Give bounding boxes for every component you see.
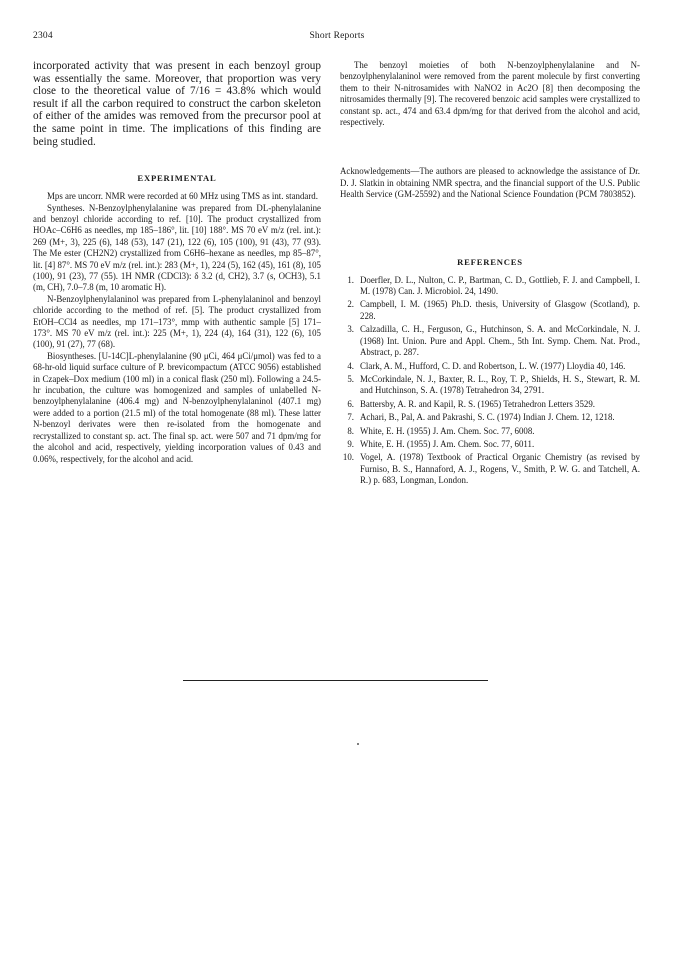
end-of-article-rule [183,680,488,681]
reference-item: 6. Battersby, A. R. and Kapil, R. S. (1965) Tetrahedron Letters 3529. [347,398,596,409]
intro-paragraph: incorporated activity that was present in each benzoyl group was essentially the same. Moreover, that proportion was very close to the theoretical value of 7/16 = 43.8% which would result if all the carbon required to construct the carbon skeleton of either of the amides was removed from the precursor pool at the same point in time. The implications of this finding are being studied. [33,60,321,148]
page-header [33,31,641,45]
page-number: 2304 [33,31,53,41]
reference-item: 2. Campbell, I. M. (1965) Ph.D. thesis, University of Glasgow (Scotland), p. 228. [347,299,640,321]
general-methods-paragraph: Mps are uncorr. NMR were recorded at 60 MHz using TMS as int. standard. [47,191,318,202]
journal-section-title: Short Reports [309,31,365,41]
reference-item: 7. Achari, B., Pal, A. and Pakrashi, S. C. (1974) Indian J. Chem. 12, 1218. [347,412,615,423]
experimental-heading: EXPERIMENTAL [137,173,217,184]
right-column [340,60,640,489]
reference-item: 3. Calzadilla, C. H., Ferguson, G., Hutchinson, S. A. and McCorkindale, N. J. (1968) Int. Union. Pure and Appl. Chem., 5th Int. Symp. Chem. Nat. Prod., Abstract, p. 287. [347,324,640,358]
acknowledgements-paragraph: Acknowledgements—The authors are pleased to acknowledge the assistance of Dr. D. J. Slatkin in obtaining NMR spectra, and the financial support of the U.S. Public Health Service (GM-25592) and the National Science Foundation (PCM 7803852). [340,166,640,200]
scan-speck [357,743,359,745]
reference-item: 10. Vogel, A. (1978) Textbook of Practical Organic Chemistry (as revised by Furniso, B. S., Hannaford, A. J., Rogens, V., Smith, P. W. G. and Tatchell, A. R.) p. 683, Longman, London. [342,452,640,486]
alaninol-paragraph: N-Benzoylphenylalaninol was prepared from L-phenylalaninol and benzoyl chloride according to the method of ref. [5]. The product crystallized from EtOH–CCl4 as needles, mp 171–173°, mmp with authentic sample [5] 171–173°. MS 70 eV m/z (rel. int.): 225 (M+, 1), 224 (4), 164 (31), 122 (6), 105 (100), 91 (27), 77 (68). [33,293,321,350]
reference-item: 5. McCorkindale, N. J., Baxter, R. L., Roy, T. P., Shields, H. S., Stewart, R. M. and Hutchinson, S. A. (1978) Tetrahedron 34, 2791. [347,373,640,396]
reference-item: 4. Clark, A. M., Hufford, C. D. and Robertson, L. W. (1977) Lloydia 40, 146. [347,360,626,371]
reference-item: 8. White, E. H. (1955) J. Am. Chem. Soc. 77, 6008. [347,425,535,436]
syntheses-paragraph: Syntheses. N-Benzoylphenylalanine was prepared from DL-phenylalanine and benzoyl chloride according to ref. [10]. The product crystallized from HOAc–C6H6 as needles, mp 185–186°, lit. [10] 188°. MS 70 eV m/z (rel. int.): 269 (M+, 3), 225 (6), 148 (53), 147 (21), 122 (6), 105 (100), 91 (43), 77 (93). The Me ester (CH2N2) crystallized from C6H6–hexane as needles, mp 85–87°, lit. [4] 87°. MS 70 eV m/z (rel. int.): 283 (M+, 1), 224 (5), 162 (45), 161 (8), 105 (100), 91 (23), 77 (55). 1H NMR (CDCl3): δ 3.2 (d, CH2), 3.7 (s, OCH3), 5.1 (m, CH), 7.0–7.8 (m, 10 aromatic H). [33,202,321,293]
left-column [33,60,321,465]
references-heading: REFERENCES [457,256,523,267]
references-list [340,275,640,487]
biosyntheses-paragraph: Biosyntheses. [U-14C]L-phenylalanine (90 μCi, 464 μCi/μmol) was fed to a 68-hr-old liquid surface culture of P. brevicompactum (ATCC 9056) established in Czapek–Dox medium (100 ml) in a conical flask (250 ml). Following a 24.5-hr incubation, the culture was homogenized and samples of unlabelled N-benzoylphenylalanine (406.4 mg) and N-benzoylphenylalaninol (407.1 mg) were added to a portion (21.5 ml) of the total homogenate (88 ml). These latter N-benzoyl derivates were then re-isolated from the homogenate and recrystallized to constant sp. act. The final sp. act. were 507 and 71 dpm/mg for the alcohol and acid, respectively, yielding incorporation values of 0.43 and 0.06%, respectively, for the alcohol and acid. [33,350,321,464]
benzoyl-removal-paragraph: The benzoyl moieties of both N-benzoylphenylalanine and N-benzoylphenylalaninol were removed from the parent molecule by first converting them to their N-nitrosamides with NaNO2 in Ac2O [8] then decomposing the nitrosamides thermally [9]. The recovered benzoic acid samples were crystallized to constant sp. act., 474 and 63.4 dpm/mg for that derived from the alcohol and acid, respectively. [340,60,640,128]
reference-item: 1. Doerfler, D. L., Nulton, C. P., Bartman, C. D., Gottlieb, F. J. and Campbell, I. M. (1978) Can. J. Microbiol. 24, 1490. [347,274,640,297]
reference-item: 9. White, E. H. (1955) J. Am. Chem. Soc. 77, 6011. [347,438,535,449]
